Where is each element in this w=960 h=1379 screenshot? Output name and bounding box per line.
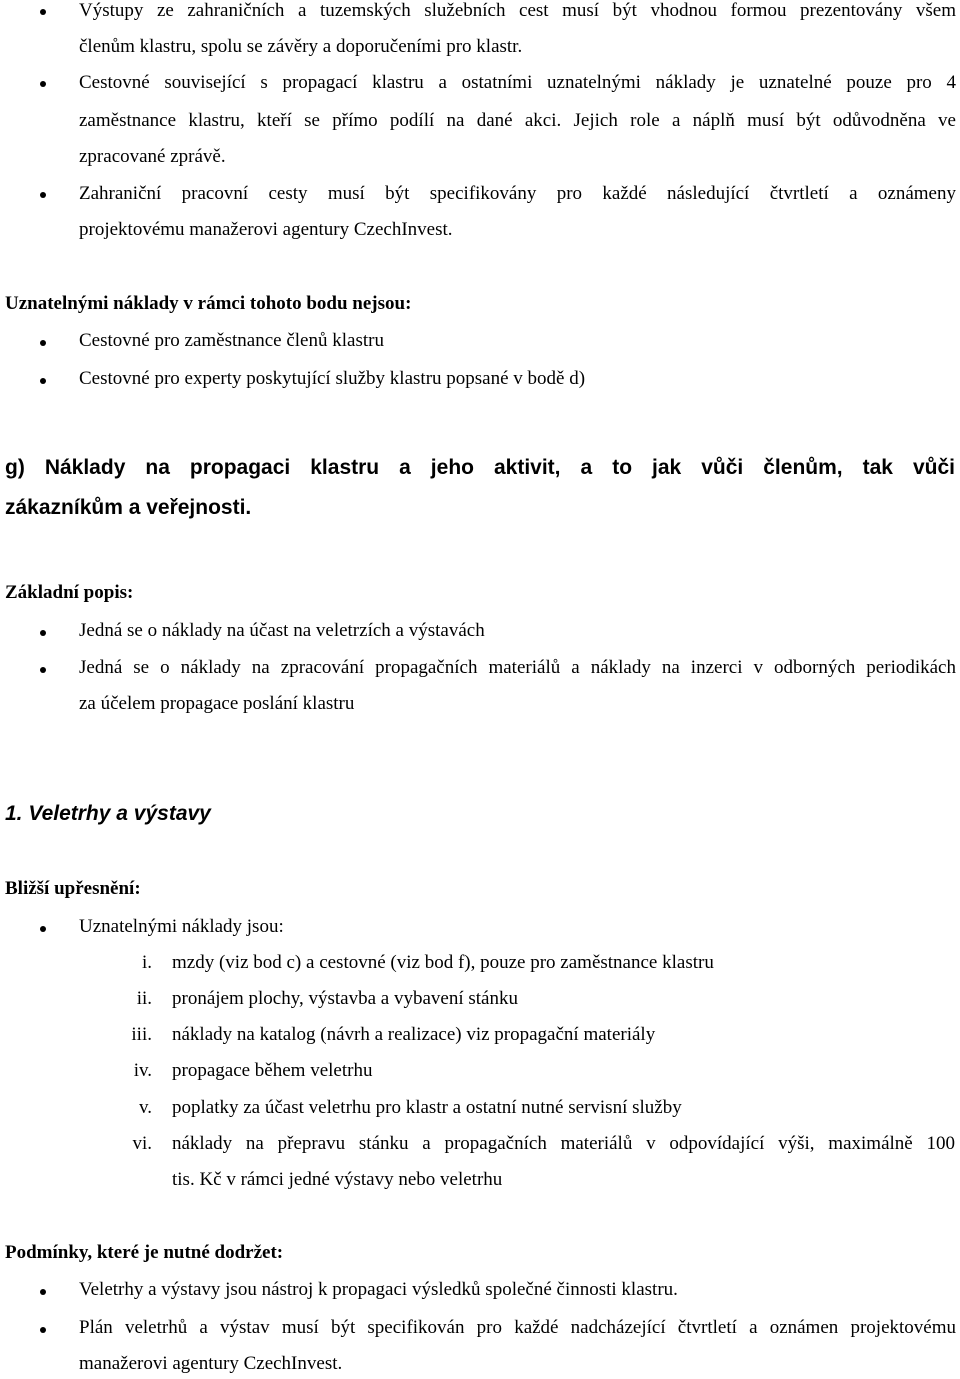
list-item-line: Cestovné související s propagací klastru a ostatními uznatelnými náklady je uznatelné pouze pro 4 <box>79 72 956 93</box>
bullet <box>40 81 46 87</box>
list-numeral: i. <box>141 952 152 973</box>
bullet <box>40 1327 46 1333</box>
list-item: Cestovné pro experty poskytující služby klastru popsané v bodě d) <box>79 368 586 389</box>
list-item-text: mzdy (viz bod c) a cestovné (viz bod f), pouze pro zaměstnance klastru <box>172 952 714 973</box>
bullet <box>40 9 46 15</box>
basic-heading: Základní popis: <box>5 582 134 603</box>
list-item-line: Zahraniční pracovní cesty musí být specifikovány pro každé následující čtvrtletí a oznámeny <box>79 183 956 204</box>
bullet <box>40 378 46 384</box>
section-g-line-1: g) Náklady na propagaci klastru a jeho aktivit, a to jak vůči členům, tak vůči <box>5 456 955 479</box>
list-item-line: projektovému manažerovi agentury CzechInvest. <box>79 219 453 240</box>
subsection-title: 1. Veletrhy a výstavy <box>5 802 211 825</box>
bullet <box>40 630 46 636</box>
list-item: Cestovné pro zaměstnance členů klastru <box>79 330 384 351</box>
list-item-text: tis. Kč v rámci jedné výstavy nebo veletrhu <box>172 1169 503 1190</box>
list-numeral: iii. <box>131 1024 152 1045</box>
list-item-line: zpracované zprávě. <box>79 146 226 167</box>
list-item-line: Jedná se o náklady na zpracování propagačních materiálů a náklady na inzerci v odborných periodikách <box>79 657 956 678</box>
list-numeral: v. <box>138 1097 152 1118</box>
details-heading: Bližší upřesnění: <box>5 878 141 899</box>
list-item-text: náklady na přepravu stánku a propagačních materiálů v odpovídající výši, maximálně 100 <box>172 1133 955 1154</box>
ineligible-heading: Uznatelnými náklady v rámci tohoto bodu nejsou: <box>5 293 412 314</box>
list-item-line: za účelem propagace poslání klastru <box>79 693 355 714</box>
bullet <box>40 926 46 932</box>
list-item-line: Veletrhy a výstavy jsou nástroj k propagaci výsledků společné činnosti klastru. <box>79 1279 678 1300</box>
list-item-line: členům klastru, spolu se závěry a doporučeními pro klastr. <box>79 36 523 57</box>
list-item-text: poplatky za účast veletrhu pro klastr a ostatní nutné servisní služby <box>172 1097 682 1118</box>
list-item-text: propagace během veletrhu <box>172 1060 373 1081</box>
section-g-line-2: zákazníkům a veřejnosti. <box>5 496 252 519</box>
list-numeral: ii. <box>136 988 152 1009</box>
conditions-heading: Podmínky, které je nutné dodržet: <box>5 1242 284 1263</box>
bullet <box>40 192 46 198</box>
list-numeral: iv. <box>133 1060 152 1081</box>
list-item-line: Jedná se o náklady na účast na veletrzích a výstavách <box>79 620 485 641</box>
list-item-text: pronájem plochy, výstavba a vybavení stánku <box>172 988 518 1009</box>
list-item-line: Výstupy ze zahraničních a tuzemských služebních cest musí být vhodnou formou prezentovány všem <box>79 0 956 21</box>
list-numeral: vi. <box>132 1133 152 1154</box>
list-item-line: Plán veletrhů a výstav musí být specifikován pro každé nadcházející čtvrtletí a oznámen projektovému <box>79 1317 956 1338</box>
bullet <box>40 340 46 346</box>
bullet <box>40 667 46 673</box>
details-bullet: Uznatelnými náklady jsou: <box>79 916 284 937</box>
bullet <box>40 1289 46 1295</box>
list-item-line: zaměstnance klastru, kteří se přímo podílí na dané akci. Jejich role a náplň musí být odůvodněna ve <box>79 110 956 131</box>
list-item-text: náklady na katalog (návrh a realizace) viz propagační materiály <box>172 1024 656 1045</box>
list-item-line: manažerovi agentury CzechInvest. <box>79 1353 343 1374</box>
